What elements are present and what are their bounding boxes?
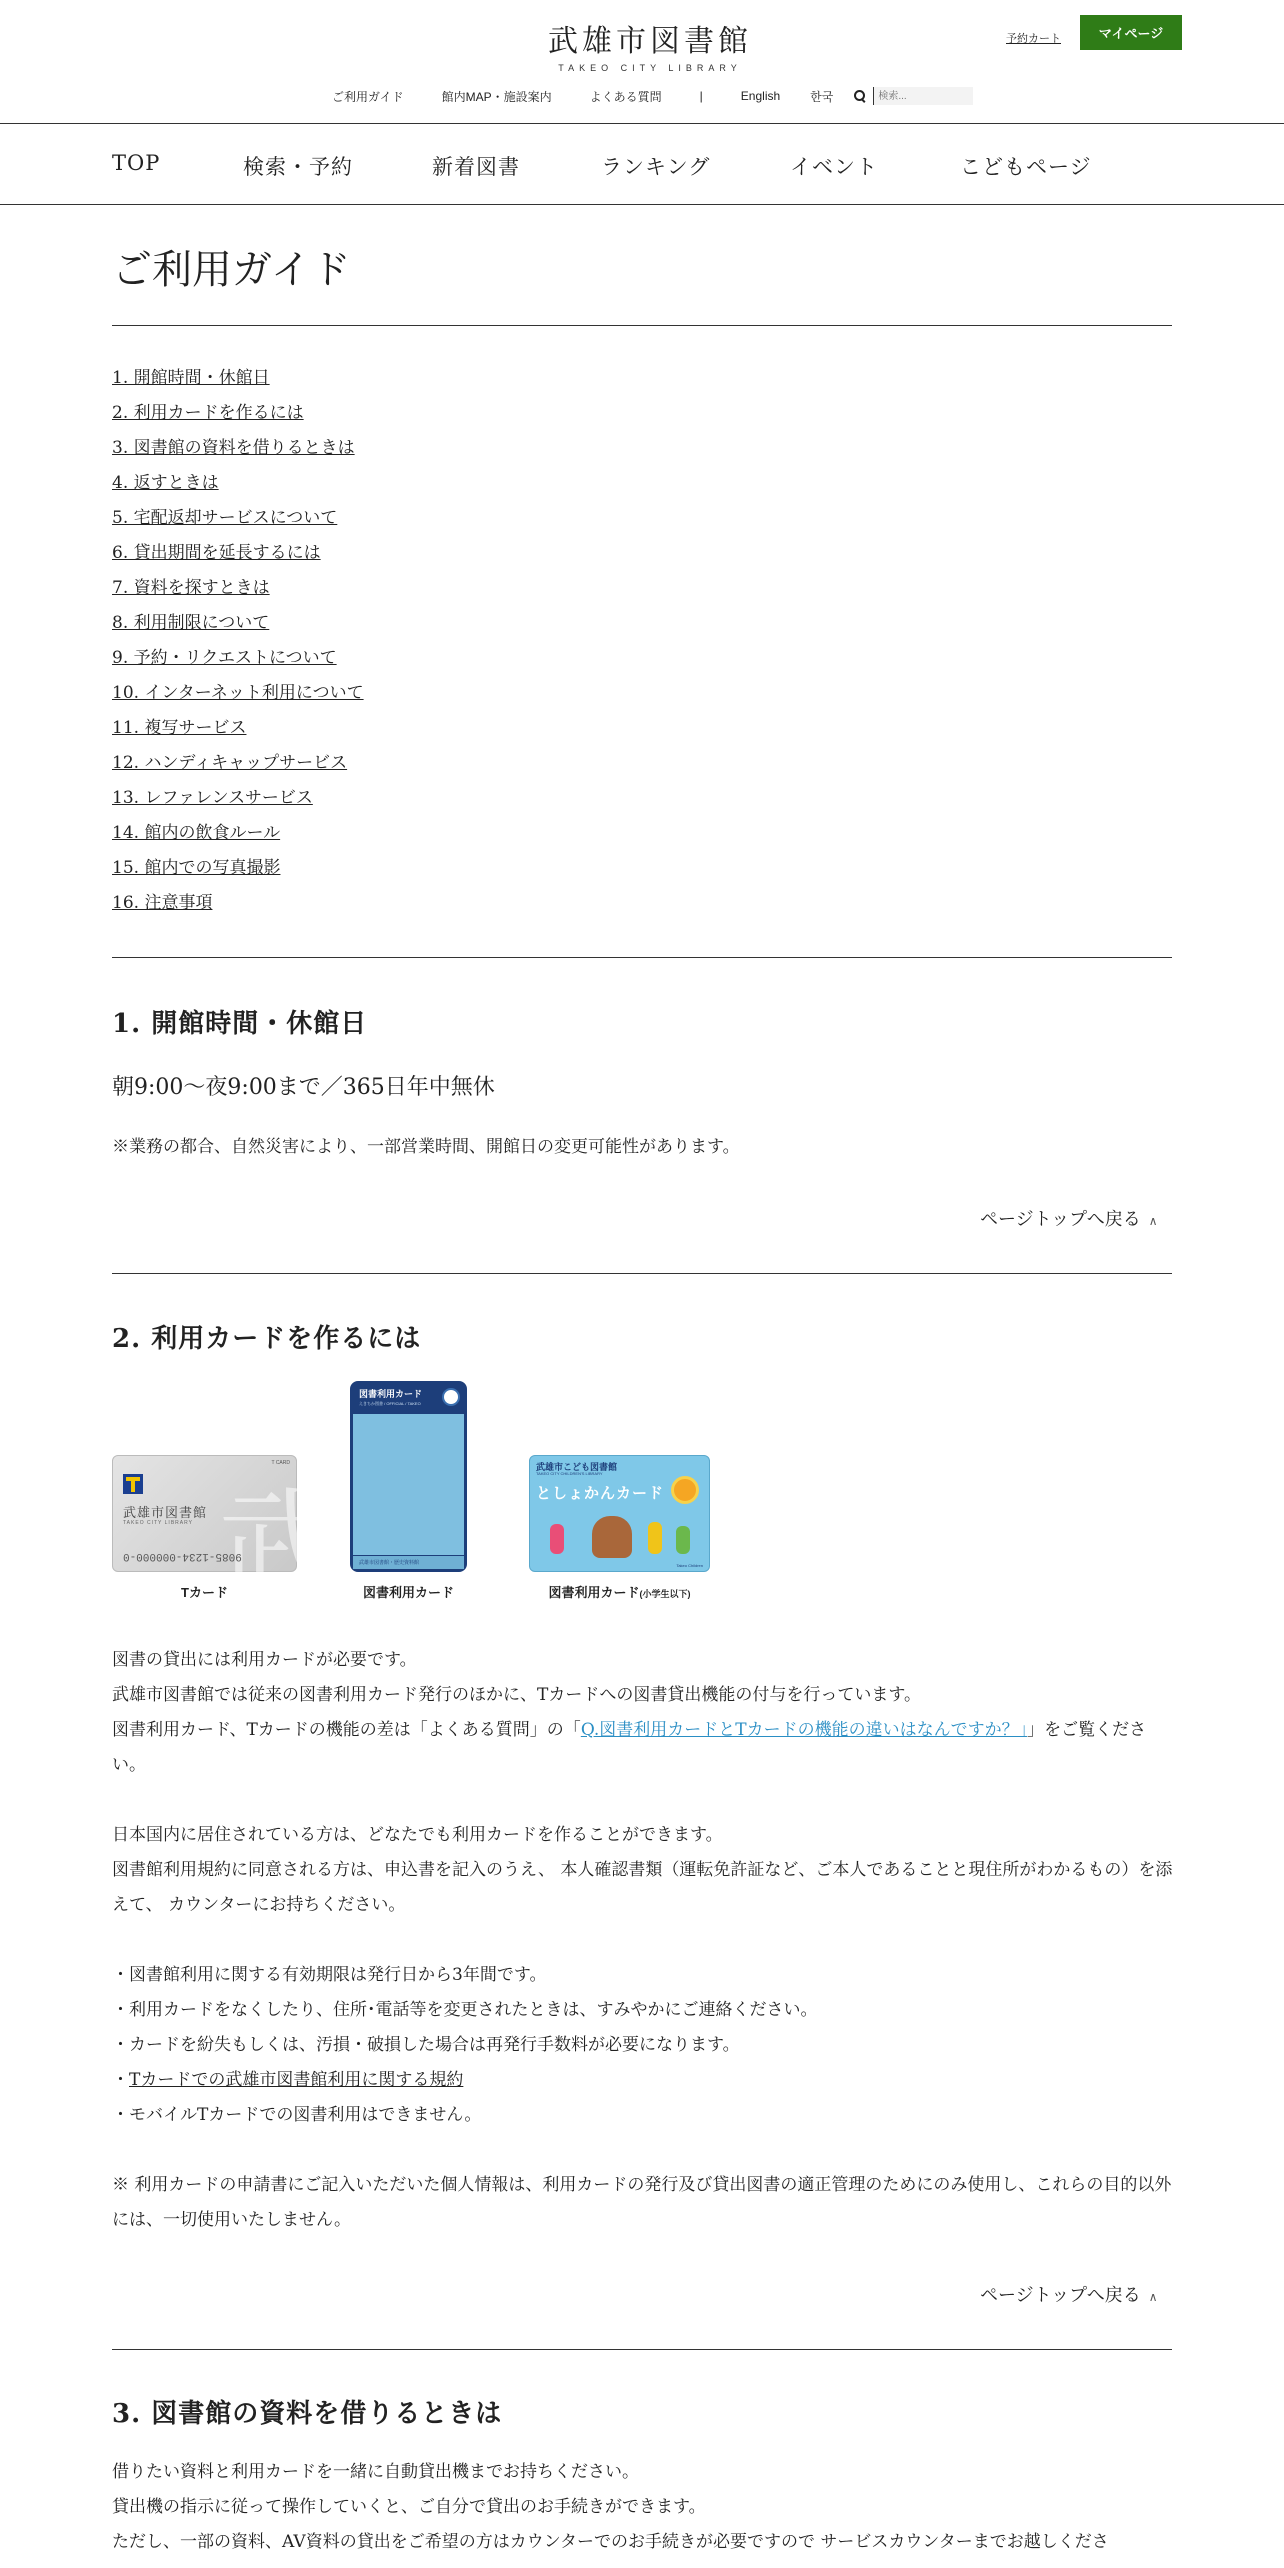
back-to-top-link[interactable] xyxy=(980,1205,1158,1231)
list-item: ・カードを紛失もしくは、汚損・破損した場合は再発行手数料が必要になります。 xyxy=(112,2035,740,2055)
library-card-label: 図書利用カード xyxy=(362,1585,454,1600)
mypage-button[interactable]: マイページ xyxy=(1080,15,1182,50)
logo-subtitle: TAKEO CITY LIBRARY xyxy=(558,63,742,73)
list-item: ・モバイルTカードでの図書利用はできません。 xyxy=(112,2105,482,2125)
logo-title: 武雄市図書館 xyxy=(548,24,752,59)
page-title: ご利用ガイド xyxy=(112,247,351,293)
site-header xyxy=(0,0,1284,124)
tcard-title: 武雄市図書館 xyxy=(123,1506,208,1521)
toc-item xyxy=(112,364,364,399)
bear-icon xyxy=(592,1516,632,1558)
toc-item xyxy=(112,574,364,609)
library-card-header xyxy=(353,1384,464,1414)
toc-item xyxy=(112,644,364,679)
search-input[interactable] xyxy=(873,87,973,105)
toc-link-card[interactable]: 2. 利用カードを作るには xyxy=(112,403,304,423)
kids-card-label-main: 図書利用カード xyxy=(548,1585,640,1600)
nav-kids-page[interactable]: こどもページ xyxy=(960,155,1092,179)
library-card-image xyxy=(350,1381,467,1572)
library-card-subtitle: えきちか図書 / OFFICIAL / TAKEO xyxy=(359,1401,421,1406)
card-intro-line: 武雄市図書館では従来の図書利用カード発行のほかに、Tカードへの図書貸出機能の付与を行っています。 xyxy=(112,1685,921,1705)
toc-link-hours[interactable]: 1. 開館時間・休館日 xyxy=(112,368,270,388)
child-figure-icon xyxy=(648,1522,662,1554)
toc-link-extend[interactable]: 6. 貸出期間を延長するには xyxy=(112,543,321,563)
library-card-footer xyxy=(353,1555,464,1569)
card-intro-line: 図書の貸出には利用カードが必要です。 xyxy=(112,1650,417,1670)
toc-item xyxy=(112,609,364,644)
section-1-title: 1. 開館時間・休館日 xyxy=(112,1009,368,1039)
child-figure-icon xyxy=(550,1524,564,1554)
tcard-number: 9085-1234-000000-0 xyxy=(123,1550,242,1562)
borrow-line: ただし、一部の資料、AV資料の貸出をご希望の方はカウンターでのお手続きが必要ですので サービスカウンターまでお越しくださ xyxy=(112,2532,1109,2552)
kids-card-footer: Takeo Children xyxy=(676,1563,703,1568)
toc-link-internet[interactable]: 10. インターネット利用について xyxy=(112,683,364,703)
utility-korean-link[interactable]: 한국 xyxy=(810,89,834,104)
toc-item xyxy=(112,539,364,574)
utility-english-link[interactable]: English xyxy=(740,89,781,103)
toc-link-return[interactable]: 4. 返すときは xyxy=(112,473,219,493)
faq-card-difference-link[interactable]: Q.図書利用カードとTカードの機能の違いはなんですか？」 xyxy=(580,1720,1028,1740)
toc-link-handicap[interactable]: 12. ハンディキャップサービス xyxy=(112,753,348,773)
section-3-title: 3. 図書館の資料を借りるときは xyxy=(112,2399,503,2429)
card-faq-text: 図書利用カード、Tカードの機能の差は「よくある質問」の「 xyxy=(112,1720,581,1740)
list-item xyxy=(112,2063,1176,2098)
card-faq-text: 」をご覧ください。 xyxy=(112,1720,1147,1775)
utility-faq-link[interactable]: よくある質問 xyxy=(589,89,662,104)
tcard-terms-link[interactable]: Tカードでの武雄市図書館利用に関する規約 xyxy=(129,2070,464,2090)
search-box xyxy=(853,87,973,105)
toc-item xyxy=(112,434,364,469)
utility-guide-link[interactable]: ご利用ガイド xyxy=(332,89,404,104)
child-figure-icon xyxy=(676,1526,690,1554)
main-nav xyxy=(0,125,1284,205)
toc-item xyxy=(112,714,364,749)
nav-ranking[interactable]: ランキング xyxy=(601,155,711,179)
toc-item xyxy=(112,749,364,784)
nav-events[interactable]: イベント xyxy=(790,155,878,179)
library-card-title: 図書利用カード xyxy=(359,1389,423,1399)
toc-link-notes[interactable]: 16. 注意事項 xyxy=(112,893,213,913)
back-to-top-label: ページトップへ戻る xyxy=(980,1209,1141,1230)
section-2-title: 2. 利用カードを作るには xyxy=(112,1324,422,1354)
eligibility-line: 日本国内に居住されている方は、どなたでも利用カードを作ることができます。 xyxy=(112,1825,723,1845)
card-intro-paragraph xyxy=(112,1643,1176,1783)
utility-nav xyxy=(332,87,973,105)
utility-separator: | xyxy=(699,89,703,103)
toc-link-borrow[interactable]: 3. 図書館の資料を借りるときは xyxy=(112,438,355,458)
divider xyxy=(112,1273,1172,1274)
back-to-top-link[interactable] xyxy=(980,2281,1158,2307)
toc-item xyxy=(112,784,364,819)
toc-item xyxy=(112,504,364,539)
kids-card-image xyxy=(529,1455,710,1572)
nav-new-books[interactable]: 新着図書 xyxy=(432,155,520,179)
search-icon[interactable] xyxy=(853,89,867,103)
borrow-line: 借りたい資料と利用カードを一緒に自動貸出機までお持ちください。 xyxy=(112,2462,639,2482)
toc-item xyxy=(112,819,364,854)
divider xyxy=(112,957,1172,958)
toc-item xyxy=(112,679,364,714)
caret-up-icon: ∧ xyxy=(1148,2290,1158,2304)
sun-icon xyxy=(671,1476,699,1504)
borrow-paragraph xyxy=(112,2455,1176,2568)
card-eligibility-paragraph xyxy=(112,1818,1176,1923)
eligibility-line: 図書館利用規約に同意される方は、申込書を記入のうえ、 本人確認書類（運転免許証など、ご本人であることと現住所がわかるもの）を添えて、 カウンターにお持ちください。 xyxy=(112,1860,1173,1915)
privacy-note: ※ 利用カードの申請書にご記入いただいた個人情報は、利用カードの発行及び貸出図書の適正管理のためにのみ使用し、これらの目的以外には、一切使用いたしません。 xyxy=(112,2175,1172,2230)
kids-card-label-small: (小学生以下) xyxy=(639,1589,691,1599)
toc-item xyxy=(112,469,364,504)
library-card-footer-text: 武雄市図書館・歴史資料館 xyxy=(359,1560,420,1566)
toc-link-reference[interactable]: 13. レファレンスサービス xyxy=(112,788,313,808)
tcard-corner-mark: T CARD xyxy=(271,1460,290,1466)
divider xyxy=(112,2349,1172,2350)
reservation-cart-link[interactable]: 予約カート xyxy=(1006,33,1061,45)
card-rules-list xyxy=(112,1958,1176,2133)
kids-card-label xyxy=(529,1582,710,1601)
toc-link-food[interactable]: 14. 館内の飲食ルール xyxy=(112,823,281,843)
caret-up-icon: ∧ xyxy=(1148,1214,1158,1228)
list-bullet: ・ xyxy=(112,2070,129,2090)
site-logo[interactable] xyxy=(540,22,760,74)
toc-item xyxy=(112,854,364,889)
opening-hours: 朝9:00～夜9:00まで／365日年中無休 xyxy=(112,1075,495,1100)
hours-note: ※業務の都合、自然災害により、一部営業時間、開館日の変更可能性があります。 xyxy=(112,1137,740,1157)
tcard-watermark: 武 xyxy=(218,1476,337,1614)
borrow-line: 貸出機の指示に従って操作していくと、ご自分で貸出のお手続きができます。 xyxy=(112,2497,706,2517)
toc-link-delivery-return[interactable]: 5. 宅配返却サービスについて xyxy=(112,508,338,528)
toc-link-photo[interactable]: 15. 館内での写真撮影 xyxy=(112,858,281,878)
toc-link-restrictions[interactable]: 8. 利用制限について xyxy=(112,613,270,633)
tcard-subtitle: TAKEO CITY LIBRARY xyxy=(123,1520,193,1526)
kids-card-header-sub: TAKEO CITY CHILDREN'S LIBRARY xyxy=(536,1471,603,1476)
tcard-label: Tカード xyxy=(181,1585,228,1600)
toc-link-search[interactable]: 7. 資料を探すときは xyxy=(112,578,270,598)
tcard-logo-icon xyxy=(123,1474,143,1494)
toc-item xyxy=(112,889,364,924)
nav-search-reserve[interactable]: 検索・予約 xyxy=(243,155,353,179)
toc-link-reserve[interactable]: 9. 予約・リクエストについて xyxy=(112,648,337,668)
toc-link-copy[interactable]: 11. 複写サービス xyxy=(112,718,247,738)
nav-top[interactable]: TOP xyxy=(112,151,161,175)
list-item: ・図書館利用に関する有効期限は発行日から3年間です。 xyxy=(112,1965,547,1985)
kids-card-title: としょかんカード xyxy=(536,1485,665,1502)
library-card-emblem-icon xyxy=(442,1388,460,1406)
toc-item xyxy=(112,399,364,434)
utility-map-link[interactable]: 館内MAP・施設案内 xyxy=(441,89,552,104)
table-of-contents xyxy=(112,364,364,924)
back-to-top-label: ページトップへ戻る xyxy=(980,2285,1141,2306)
kids-card-header: 武雄市こども図書館 xyxy=(536,1462,618,1472)
list-item: ・利用カードをなくしたり、住所･電話等を変更されたときは、すみやかにご連絡ください。 xyxy=(112,2000,818,2020)
divider xyxy=(112,325,1172,326)
card-intro-line xyxy=(112,1713,1176,1783)
